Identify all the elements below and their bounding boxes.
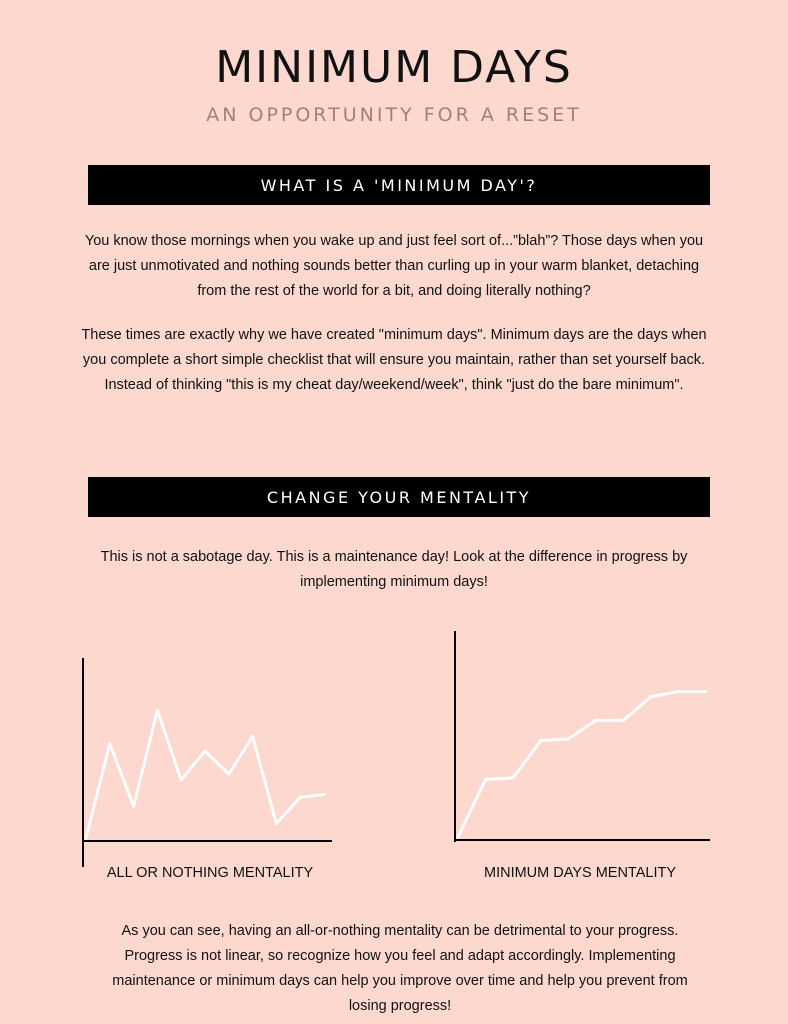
data-point-8 (677, 690, 680, 693)
data-point-9 (299, 796, 302, 799)
page-subtitle: AN OPPORTUNITY FOR A RESET (206, 104, 582, 126)
all-or-nothing-label: ALL OR NOTHING MENTALITY (106, 865, 314, 881)
section-heading-what-is (88, 165, 710, 205)
data-point-6 (622, 719, 625, 722)
data-point-5 (204, 750, 207, 753)
data-point-9 (705, 690, 708, 693)
data-point-1 (484, 778, 487, 781)
definition-paragraph: These times are exactly why we have created "minimum days". Minimum days are the days when you complete a short simple checklist that will ensure you maintain, rather than set yourself back. Instead of thinking "this is my cheat day/weekend/week", think "just do the bare minimum". (81, 327, 707, 393)
data-point-8 (275, 822, 278, 825)
data-point-2 (512, 776, 515, 779)
data-point-3 (156, 709, 159, 712)
mentality-intro: This is not a sabotage day. This is a maintenance day! Look at the difference in progress by implementing minimum days! (100, 549, 688, 590)
conclusion-paragraph: As you can see, having an all-or-nothing mentality can be detrimental to your progress. Progress is not linear, so recognize how you feel and adapt accordingly. Implementing maintenance or minimum days can help you improve over time and help you prevent from losing progress! (112, 923, 688, 1014)
section-heading-label: WHAT IS A 'MINIMUM DAY'? (260, 175, 538, 195)
series-line (86, 710, 324, 838)
page-title: MINIMUM DAYS (215, 42, 573, 93)
all-or-nothing-chart (78, 655, 334, 870)
data-point-3 (539, 739, 542, 742)
data-point-0 (457, 836, 460, 839)
section-heading-mentality (88, 477, 710, 517)
intro-paragraph: You know those mornings when you wake up and just feel sort of...”blah”? Those days when you are just unmotivated and nothing sounds better than curling up in your warm blanket, detaching from the rest of the world for a bit, and doing literally nothing? (84, 233, 704, 299)
data-point-4 (567, 737, 570, 740)
series-line (458, 692, 706, 837)
data-point-4 (180, 779, 183, 782)
data-point-10 (323, 793, 326, 796)
data-point-5 (594, 719, 597, 722)
minimum-days-label: MINIMUM DAYS MENTALITY (484, 865, 676, 881)
data-point-1 (108, 742, 111, 745)
data-point-7 (649, 695, 652, 698)
data-point-6 (227, 773, 230, 776)
data-point-7 (251, 735, 254, 738)
minimum-days-chart (450, 628, 712, 844)
data-point-2 (132, 805, 135, 808)
section-heading-label: CHANGE YOUR MENTALITY (266, 487, 532, 507)
data-point-0 (85, 837, 88, 840)
